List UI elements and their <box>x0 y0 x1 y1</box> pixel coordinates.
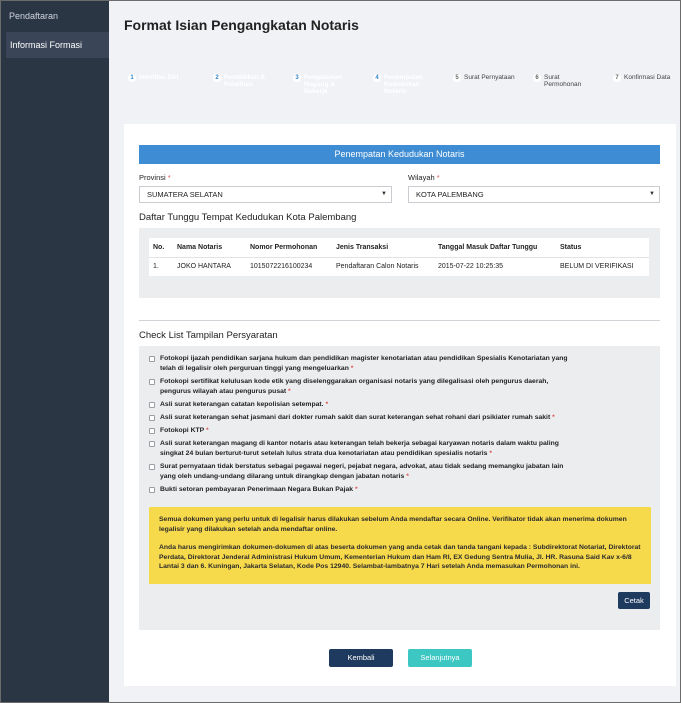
sidebar <box>1 1 109 702</box>
queue-title: Daftar Tunggu Tempat Kedudukan Kota Palembang <box>139 212 357 223</box>
step-pengalaman[interactable] <box>280 69 366 97</box>
checklist-item-text: Fotokopi sertifikat kelulusan kode etik yang diselenggarakan organisasi notaris yang dilegalisasi oleh pengurus daerah, pengurus wilayah atau pengurus pusat <box>160 378 549 395</box>
step-number: 7 <box>613 74 621 82</box>
checkbox[interactable] <box>149 441 155 447</box>
step-label: Surat Permohonan <box>544 74 582 88</box>
table-cell: BELUM DI VERIFIKASI <box>560 263 634 271</box>
queue-panel <box>139 228 660 298</box>
checklist-item-text: Asli surat keterangan magang di kantor notaris atau keterangan telah bekerja sebagai karyawan notaris dalam waktu paling singkat 24 bulan berturut-turut setelah lulus strata dua kenotariatan atau pendidikan spesialis notaris <box>160 440 559 457</box>
column-header: Nomor Permohonan <box>246 238 332 257</box>
chevron-down-icon: ▼ <box>649 191 655 197</box>
step-label: Surat Pernyataan <box>464 74 515 81</box>
checklist-item[interactable] <box>149 413 590 423</box>
step-label: Pendidikan & Pelatihan <box>224 74 266 88</box>
step-number: 6 <box>533 74 541 82</box>
checklist-item[interactable] <box>149 377 570 396</box>
required-mark: * <box>354 486 358 493</box>
checklist-item-text: Fotokopi KTP <box>160 427 205 434</box>
table-cell: Pendaftaran Calon Notaris <box>336 263 419 271</box>
provinsi-label-text: Provinsi <box>139 173 166 182</box>
checkbox[interactable] <box>149 402 155 408</box>
checklist-item-text: Fotokopi ijazah pendidikan sarjana hukum dan pendidikan magister kenotariatan atau pendidikan Spesialis Kenotariatan yang telah di legalisir oleh perguruan tinggi yang mengeluarkan <box>160 355 568 372</box>
table-header-row <box>149 238 649 257</box>
required-mark: * <box>167 173 171 182</box>
table-cell: 1. <box>153 263 159 271</box>
step-label: Pengalaman Magang & Bekerja <box>304 74 343 95</box>
column-header: Status <box>556 238 649 257</box>
form-card <box>124 124 676 686</box>
checkbox[interactable] <box>149 464 155 470</box>
checkbox[interactable] <box>149 428 155 434</box>
required-mark: * <box>489 449 493 457</box>
placement-section-header: Penempatan Kedudukan Notaris <box>139 145 660 164</box>
checkbox[interactable] <box>149 356 155 362</box>
sidebar-item-pendaftaran[interactable]: Pendaftaran <box>9 11 59 21</box>
provinsi-select[interactable] <box>139 186 392 203</box>
step-number: 4 <box>373 74 381 82</box>
notice-box <box>149 507 651 584</box>
checklist-item[interactable] <box>149 439 570 458</box>
checklist-item[interactable] <box>149 485 570 495</box>
checkbox[interactable] <box>149 415 155 421</box>
chevron-down-icon: ▼ <box>381 191 387 197</box>
divider <box>139 320 660 321</box>
sidebar-item-informasi-formasi[interactable]: Informasi Formasi <box>6 32 109 58</box>
checklist-item-text: Asli surat keterangan catatan kepolisian setempat. <box>160 401 324 408</box>
step-pendidikan[interactable] <box>200 69 286 97</box>
required-mark: * <box>325 401 329 408</box>
main-content <box>109 1 680 702</box>
checkbox[interactable] <box>149 487 155 493</box>
wilayah-label <box>408 173 440 182</box>
checklist-item-text: Surat pernyataan tidak berstatus sebagai pegawai negeri, pejabat negara, advokat, atau tidak sedang memangku jabatan lain yang oleh undang-undang dilarang untuk dirangkap dengan jabatan notaris <box>160 463 564 480</box>
wizard-steps <box>124 69 676 97</box>
checkbox[interactable] <box>149 379 155 385</box>
checklist-item[interactable] <box>149 426 570 436</box>
checklist-item-text: Bukti setoran pembayaran Penerimaan Negara Bukan Pajak <box>160 486 354 493</box>
column-header: Jenis Transaksi <box>332 238 434 257</box>
step-surat-pernyataan[interactable] <box>440 69 526 97</box>
checklist-panel <box>139 346 660 630</box>
required-mark: * <box>205 427 209 434</box>
step-label: Konfirmasi Data <box>624 74 671 81</box>
next-button[interactable]: Selanjutnya <box>408 649 472 667</box>
step-identitas-diri[interactable] <box>124 69 206 97</box>
step-number: 3 <box>293 74 301 82</box>
column-header: Tanggal Masuk Daftar Tunggu <box>434 238 556 257</box>
required-mark: * <box>350 364 354 372</box>
notice-text: Anda harus mengirimkan dokumen-dokumen di atas beserta dokumen yang anda cetak dan tanda tangani kepada : Subdirektorat Notariat, Direktorat Perdata, Direktorat Jenderal Administrasi Hukum Umum, Kementerian Hukum dan Ham RI, EX Gedung Sentra Mulia, Jl. HR. Rasuna Said Kav x-6/8 Lantai 3 dan 6. Kuningan, Jakarta Selatan, Kode Pos 12940. Selambat-lambatnya 7 Hari setelah Anda memasukan Permohonan ini. <box>159 544 641 570</box>
provinsi-label <box>139 173 171 182</box>
step-penempatan[interactable] <box>360 69 446 97</box>
step-number: 5 <box>453 74 461 82</box>
step-konfirmasi-data[interactable] <box>600 69 676 97</box>
checklist-item[interactable] <box>149 400 570 410</box>
page-title: Format Isian Pengangkatan Notaris <box>124 17 359 33</box>
checklist-item-text: Asli surat keterangan sehat jasmani dari dokter rumah sakit dan surat keterangan sehat rohani dari psikiater rumah sakit <box>160 414 551 421</box>
checklist-item[interactable] <box>149 462 570 481</box>
back-button[interactable]: Kembali <box>329 649 393 667</box>
provinsi-select-value: SUMATERA SELATAN <box>147 190 223 199</box>
checklist-item[interactable] <box>149 354 570 373</box>
required-mark: * <box>436 173 440 182</box>
table-cell: 1015072216100234 <box>250 263 313 271</box>
queue-table <box>149 238 649 276</box>
table-cell: JOKO HANTARA <box>177 263 231 271</box>
step-number: 2 <box>213 74 221 82</box>
required-mark: * <box>406 472 409 480</box>
column-header: Nama Notaris <box>173 238 246 257</box>
table-cell: 2015-07-22 10:25:35 <box>438 263 503 271</box>
step-surat-permohonan[interactable] <box>520 69 606 97</box>
wilayah-select[interactable] <box>408 186 660 203</box>
step-number: 1 <box>128 74 136 82</box>
column-header: No. <box>149 238 173 257</box>
required-mark: * <box>288 387 291 395</box>
notice-text: Semua dokumen yang perlu untuk di legalisir harus dilakukan sebelum Anda mendaftar secara Online. Verifikator tidak akan menerima dokumen legalisir yang dilakukan setelah anda mendaftar online. <box>159 516 627 533</box>
print-button[interactable]: Cetak <box>618 592 650 609</box>
checklist-title: Check List Tampilan Persyaratan <box>139 330 278 341</box>
table-row <box>149 257 649 276</box>
step-label: Penempatan Kedudukan Notaris <box>384 74 423 95</box>
wilayah-select-value: KOTA PALEMBANG <box>416 190 484 199</box>
required-mark: * <box>552 414 555 421</box>
wilayah-label-text: Wilayah <box>408 173 435 182</box>
step-label: Identitas Diri <box>139 74 179 81</box>
